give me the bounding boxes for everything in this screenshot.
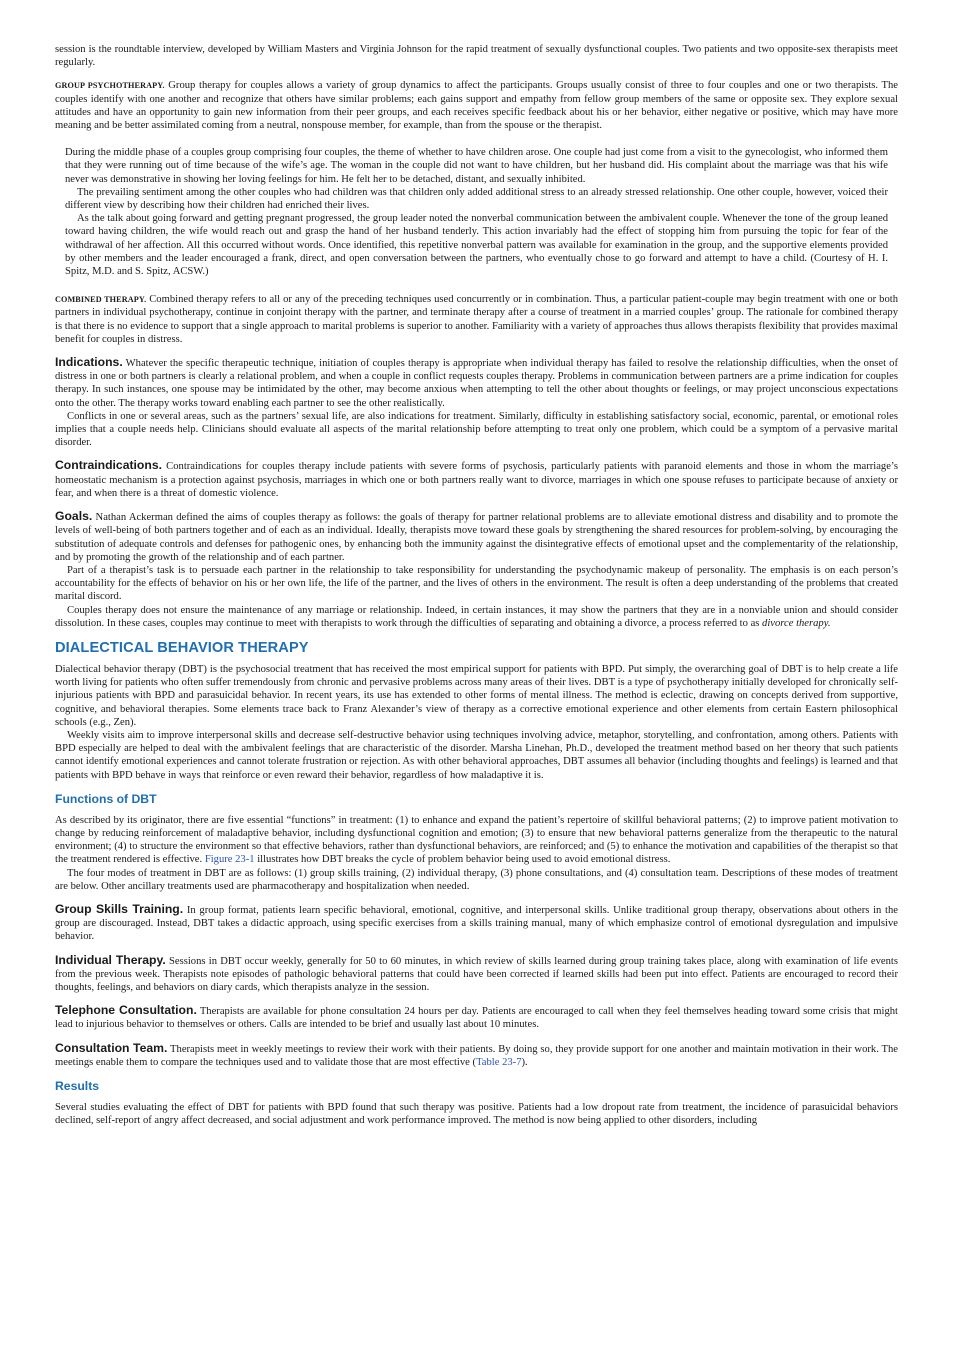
body-text: Group therapy for couples allows a variety of group dynamics to affect the participants. Groups usually consist of three to four couples and one or two therapists. The couples identify with one another and recognize that others have similar problems; each gains support and empathy from fellow group members of the same or opposite sex. They explore sexual attitudes and have an opportunity to gain new information from their peer groups, and each receives specific feedback about his or her behavior, either negative or positive, which may have more meaning and be better assimilated coming from a neutral, nonspouse member, for example, than from the spouse or the therapist. (55, 80, 898, 132)
individual-therapy-section (55, 954, 898, 995)
body-text: ). (521, 1056, 528, 1068)
results-section (55, 1101, 898, 1127)
body-text: Conflicts in one or several areas, such as the partners’ sexual life, are also indications for treatment. Similarly, difficulty in establishing satisfactory social, economic, parental, or emotional roles implies that a couple needs help. Clinicians should evaluate all aspects of the marital relationship before attempting to treat only one problem, which could be a symptom of a pervasive marital disorder. (55, 410, 898, 449)
body-text (55, 1004, 898, 1031)
body-text: Part of a therapist’s task is to persuade each partner in the relationship to take responsibility for understanding the psychodynamic makeup of personality. The emphasis is on each person’s accountability for the effects of behavior on his or her own life, the life of the partner, and the lives of others in the environment. The result is often a deep understanding of the problems that created marital discord. (55, 564, 898, 603)
body-text: Nathan Ackerman defined the aims of couples therapy as follows: the goals of therapy for partner relational problems are to alleviate emotional distress and disability and to promote the levels of well-being of both partners together and of each as an individual. Ideally, therapists move toward these goals by strengthening the shared resources for problem-solving, by encouraging the substitution of adequate controls and defenses for pathogenic ones, by enhancing both the immunity against the disintegrative effects of emotional upset and the complementarity of the relationship, and by promoting the growth of the relationship and of each partner. (55, 512, 898, 563)
page-content (55, 43, 898, 1137)
body-text: Weekly visits aim to improve interpersonal skills and decrease self-destructive behavior using techniques involving advice, metaphor, storytelling, and confrontation, among others. Patients with BPD especially are helped to deal with the ambivalent feelings that are characteristic of the disorder. Marsha Linehan, Ph.D., developed the treatment method based on her theory that such patients cannot identify emotional experiences and cannot tolerate frustration or rejection. As with other behavioral approaches, DBT assumes all behavior (including thoughts and feelings) is learned and that patients with BPD behave in ways that reinforce or even reward their behavior, regardless of how maladaptive it is. (55, 729, 898, 781)
body-text: Couples therapy does not ensure the maintenance of any marriage or relationship. Indeed, in certain instances, it may show the partners that they are in a nonviable union and should consider dissolution. In these cases, couples may continue to meet with therapists to work through the difficulties of separating and obtaining a divorce, a process referred to as (55, 604, 898, 629)
body-text (55, 604, 898, 630)
combined-therapy-section (55, 293, 898, 346)
runin-heading: GROUP PSYCHOTHERAPY. (55, 81, 165, 91)
runin-heading: Individual Therapy. (55, 952, 166, 967)
subheading-functions: Functions of DBT (55, 791, 157, 806)
functions-section (55, 814, 898, 893)
runin-heading: Telephone Consultation. (55, 1003, 197, 1018)
body-text (55, 814, 898, 867)
body-text (55, 903, 898, 944)
telephone-consultation-section (55, 1004, 898, 1031)
body-text: Dialectical behavior therapy (DBT) is the psychosocial treatment that has received the most empirical support for patients with BPD. Put simply, the overarching goal of DBT is to help create a life worth living for patients who often suffer tremendously from chronic and pervasive problems across many areas of their lives. DBT is a type of psychotherapy initially developed for chronically self-injurious patients with BPD and parasuicidal behavior. In recent years, its use has extended to other forms of mental illness. The method is eclectic, drawing on concepts derived from supportive, cognitive, and behavioral therapies. Some elements trace back to Franz Alexander’s view of therapy as a corrective emotional experience and other elements from certain Eastern philosophical schools (e.g., Zen). (55, 663, 898, 728)
runin-heading: Contraindications. (55, 458, 162, 473)
body-text: Whatever the specific therapeutic technique, initiation of couples therapy is appropriate when individual therapy has failed to resolve the relationship difficulties, when the onset of distress in one or both partners is clearly a relational problem, and when a couple in conflict requests couples therapy. Problems in communication between partners are a prime indication for couples therapy. In such instances, one spouse may be intimidated by the other, may become anxious when attempting to tell the other about thoughts or feelings, or may project unconscious expectations onto the other. The therapy works toward enabling each partner to see the other realistically. (55, 358, 898, 409)
indications-section (55, 356, 898, 449)
case-example (65, 146, 888, 278)
body-text (55, 293, 898, 346)
runin-heading: Consultation Team. (55, 1040, 168, 1055)
body-text (55, 356, 898, 410)
goals-section (55, 510, 898, 630)
contraindications-section (55, 459, 898, 500)
dbt-intro (55, 663, 898, 782)
runin-heading: COMBINED THERAPY. (55, 295, 147, 305)
body-text: Therapists meet in weekly meetings to review their work with their patients. By doing so, they provide support for one another and maintain motivation in their work. The meetings enable them to compare the techniques used and to validate those that are most effective ( (55, 1043, 898, 1068)
body-text (55, 459, 898, 500)
body-text: In group format, patients learn specific behavioral, emotional, cognitive, and interpersonal skills. Unlike traditional group therapy, observations about others in the group are discouraged. Instead, DBT takes a didactic approach, using specific exercises from a skills training manual, many of which emphasize control of emotional dysregulation and impulsive behavior. (55, 904, 898, 943)
body-text (55, 1042, 898, 1069)
group-psychotherapy-section (55, 79, 898, 132)
section-heading-dbt: DIALECTICAL BEHAVIOR THERAPY (55, 639, 309, 656)
subheading-results: Results (55, 1079, 100, 1093)
body-text: Contraindications for couples therapy include patients with severe forms of psychosis, particularly patients with paranoid elements and those in whom the marriage’s homeostatic mechanism is a protection against psychosis, marriages in which one or both partners really want to divorce, marriages in which one spouse refuses to participate because of anxiety or fear, and when there is a threat of domestic violence. (55, 461, 898, 499)
runin-heading: Indications. (55, 355, 123, 370)
body-text: Several studies evaluating the effect of DBT for patients with BPD found that such therapy was positive. Patients had a low dropout rate from treatment, the incidence of parasuicidal behaviors declined, self-report of angry affect decreased, and social adjustment and work performance improved. The method is now being applied to other disorders, including (55, 1102, 898, 1127)
consultation-team-section (55, 1042, 898, 1069)
body-text: illustrates how DBT breaks the cycle of problem behavior being used to avoid emotional distress. (254, 854, 671, 866)
figure-link[interactable]: Figure 23-1 (204, 854, 255, 866)
body-text (55, 510, 898, 564)
italic-term: divorce therapy. (762, 617, 831, 629)
session-paragraph (55, 43, 898, 69)
body-text: The four modes of treatment in DBT are as follows: (1) group skills training, (2) individual therapy, (3) phone consultations, and (4) consultation team. Descriptions of these modes of treatment are below. Other ancillary treatments used are pharmacotherapy and hospitalization when needed. (55, 867, 898, 892)
case-paragraph: During the middle phase of a couples group comprising four couples, the theme of whether to have children arose. One couple had just come from a visit to the gynecologist, who informed them that they were running out of time because of the wife’s age. The woman in the couple did not want to have children, but her husband did. His complaint about the marriage was that his wife never was demonstrative in showing her loving feelings for him. He felt her to be detached, distant, and sexually inhibited. (65, 147, 888, 185)
body-text: As described by its originator, there are five essential “functions” in treatment: (1) to enhance and expand the patient’s repertoire of skillful behavioral patterns; (2) to improve patient motivation to change by reducing reinforcement of maladaptive behavior, including dysfunctional cognition and emotion; (3) to ensure that new behavioral patterns generalize from the therapeutic to the natural environment; (4) to structure the environment so that effective behaviors, rather than dysfunctional behaviors, are reinforced; and (5) to enhance the motivation and capabilities of the therapist so that the treatment rendered is effective. (55, 814, 898, 866)
body-text: Sessions in DBT occur weekly, generally for 50 to 60 minutes, in which review of skills learned during group training takes place, along with examination of life events from the previous week. Therapists note episodes of pathologic behavioral patterns that could have been corrected if learned skills had been put into effect. Patients are encouraged to record their thoughts, feelings, and behaviors on diary cards, which therapists analyze in the session. (55, 955, 898, 993)
runin-heading: Group Skills Training. (55, 901, 184, 916)
body-text (55, 954, 898, 995)
body-text: session is the roundtable interview, developed by William Masters and Virginia Johnson for the rapid treatment of sexually dysfunctional couples. Two patients and two opposite-sex therapists meet regularly. (55, 44, 898, 69)
body-text (55, 79, 898, 132)
group-skills-section (55, 903, 898, 944)
case-paragraph: As the talk about going forward and getting pregnant progressed, the group leader noted the nonverbal communication between the ambivalent couple. Whenever the tone of the group leaned toward having children, the wife would reach out and grasp the hand of her husband tenderly. This action invariably had the effect of stopping him from pursuing the topic for fear of the withdrawal of her affection. All this occurred without words. Once identified, this repetitive nonverbal pattern was available for examination in the group, and the supportive elements provided by other members and the leader encouraged a frank, direct, and open conversation between the partners, who eventually chose to go forward and attempt to have a child. (Courtesy of H. I. Spitz, M.D. and S. Spitz, ACSW.) (65, 213, 888, 278)
table-link[interactable]: Table 23-7 (476, 1056, 522, 1068)
body-text: Therapists are available for phone consultation 24 hours per day. Patients are encouraged to call when they feel themselves heading toward some crisis that might lead to injurious behavior to themselves or others. Calls are intended to be brief and usually last about 10 minutes. (55, 1006, 898, 1031)
runin-heading: Goals. (55, 509, 93, 524)
case-paragraph: The prevailing sentiment among the other couples who had children was that children only added additional stress to an already stressed relationship. One other couple, however, voiced their different view by describing how their children had enriched their lives. (65, 186, 888, 212)
body-text: Combined therapy refers to all or any of the preceding techniques used concurrently or in combination. Thus, a particular patient-couple may begin treatment with one or both partners in individual psychotherapy, continue in conjoint therapy with the partner, and terminate therapy after a course of treatment in a married couples’ group. The rationale for combined therapy is that there is no evidence to support that a single approach to marital problems is superior to another. Familiarity with a variety of approaches thus allows therapists flexibility that provides maximal benefit for couples in distress. (55, 294, 898, 345)
